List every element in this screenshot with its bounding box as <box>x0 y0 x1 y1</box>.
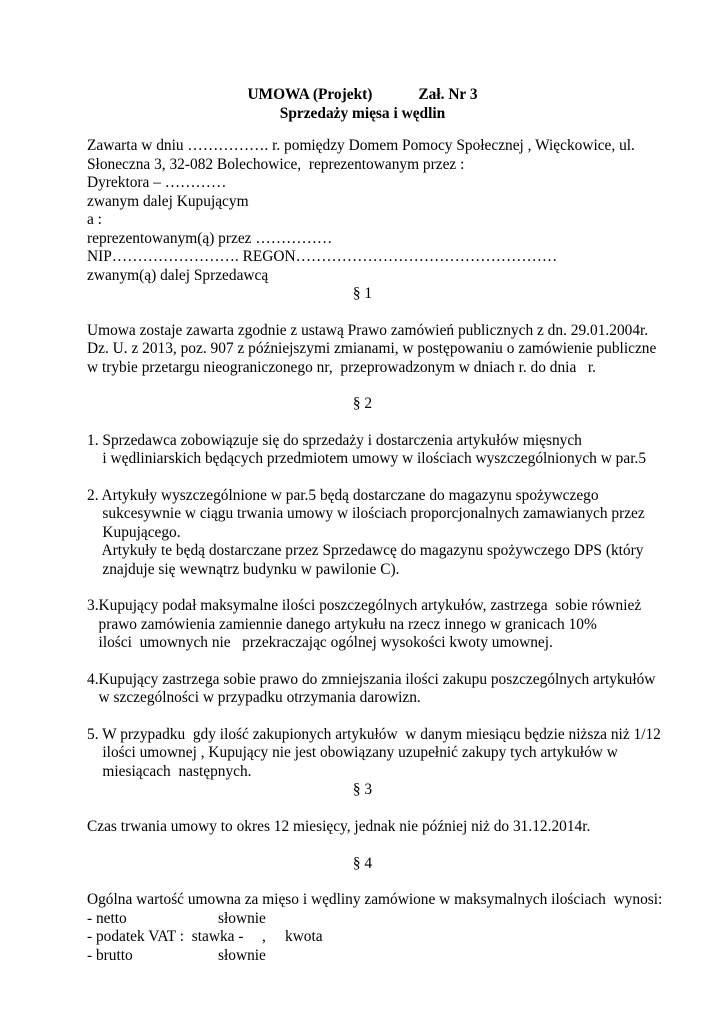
section-2-heading: § 2 <box>352 395 373 412</box>
document-title <box>0 86 725 105</box>
netto-row <box>87 910 266 929</box>
vat-label: - podatek VAT : stawka - <box>87 928 244 945</box>
section-2-item-2: sukcesywnie w ciągu trwania umowy w ilościach proporcjonalnych zamawianych przez <box>87 505 645 522</box>
section-2-item-2: 2. Artykuły wyszczególnione w par.5 będą dostarczane do magazynu spożywczego <box>87 487 599 504</box>
intro-line: Słoneczna 3, 32-082 Bolechowice, reprezentowanym przez : <box>87 156 465 173</box>
section-2-item-4: 4.Kupujący zastrzega sobie prawo do zmniejszania ilości zakupu poszczególnych artykułów <box>87 671 656 688</box>
brutto-label: - brutto <box>87 947 133 964</box>
intro-line: a : <box>87 211 102 228</box>
brutto-slownie: słownie <box>218 947 266 964</box>
intro-line: zwanym(ą) dalej Sprzedawcą <box>87 267 269 284</box>
intro-line: NIP……………………. REGON…………………………………………… <box>87 248 558 265</box>
section-3-line: Czas trwania umowy to okres 12 miesięcy, jednak nie później niż do 31.12.2014r. <box>87 818 591 835</box>
section-2-item-2: Kupującego. <box>87 524 181 541</box>
title-umowa: UMOWA (Projekt) <box>247 86 373 103</box>
section-4-heading: § 4 <box>352 855 373 872</box>
section-1-heading: § 1 <box>352 285 373 302</box>
section-2-item-4: w szczególności w przypadku otrzymania darowizn. <box>87 689 421 706</box>
section-2-item-3: prawo zamówienia zamiennie danego artykułu na rzecz innego w granicach 10% <box>87 616 597 633</box>
section-2-item-5: miesiącach następnych. <box>87 763 252 780</box>
brutto-row <box>87 947 266 966</box>
section-1-line: w trybie przetargu nieograniczonego nr, przeprowadzonym w dniach r. do dnia r. <box>87 359 596 376</box>
vat-kwota: kwota <box>285 928 323 945</box>
section-2-item-1: i wędliniarskich będących przedmiotem umowy w ilościach wyszczególnionych w par.5 <box>87 450 647 467</box>
intro-line: reprezentowanym(ą) przez …………… <box>87 230 333 247</box>
section-2-item-5: 5. W przypadku gdy ilość zakupionych artykułów w danym miesiącu będzie niższa niż 1/12 <box>87 726 661 743</box>
section-3-heading: § 3 <box>352 781 373 798</box>
intro-line: Dyrektora – ………… <box>87 174 227 191</box>
section-4-intro: Ogólna wartość umowna za mięso i wędliny zamówione w maksymalnych ilościach wynosi: <box>87 891 663 908</box>
section-1-line: Umowa zostaje zawarta zgodnie z ustawą Prawo zamówień publicznych z dn. 29.01.2004r. <box>87 322 649 339</box>
intro-line: zwanym dalej Kupującym <box>87 193 249 210</box>
section-2-item-3: ilości umownych nie przekraczając ogólnej wysokości kwoty umownej. <box>87 634 553 651</box>
document-subtitle: Sprzedaży mięsa i wędlin <box>279 105 446 122</box>
section-1-line: Dz. U. z 2013, poz. 907 z późniejszymi zmianami, w postępowaniu o zamówienie publiczne <box>87 340 657 357</box>
section-2-item-1: 1. Sprzedawca zobowiązuje się do sprzedaży i dostarczenia artykułów mięsnych <box>87 432 582 449</box>
netto-label: - netto <box>87 910 127 927</box>
section-2-item-2: Artykuły te będą dostarczane przez Sprzedawcę do magazynu spożywczego DPS (który <box>87 542 644 559</box>
title-attachment: Zał. Nr 3 <box>418 86 478 103</box>
netto-slownie: słownie <box>218 910 266 927</box>
section-2-item-3: 3.Kupujący podał maksymalne ilości poszczególnych artykułów, zastrzega sobie również <box>87 597 642 614</box>
intro-line: Zawarta w dniu ……………. r. pomiędzy Domem Pomocy Społecznej , Więckowice, ul. <box>87 137 635 154</box>
section-2-item-5: ilości umownej , Kupujący nie jest obowiązany uzupełnić zakupy tych artykułów w <box>87 744 618 761</box>
section-2-item-2: znajduje się wewnątrz budynku w pawilonie C). <box>87 561 400 578</box>
vat-row <box>87 928 323 947</box>
vat-comma: , <box>262 928 266 945</box>
